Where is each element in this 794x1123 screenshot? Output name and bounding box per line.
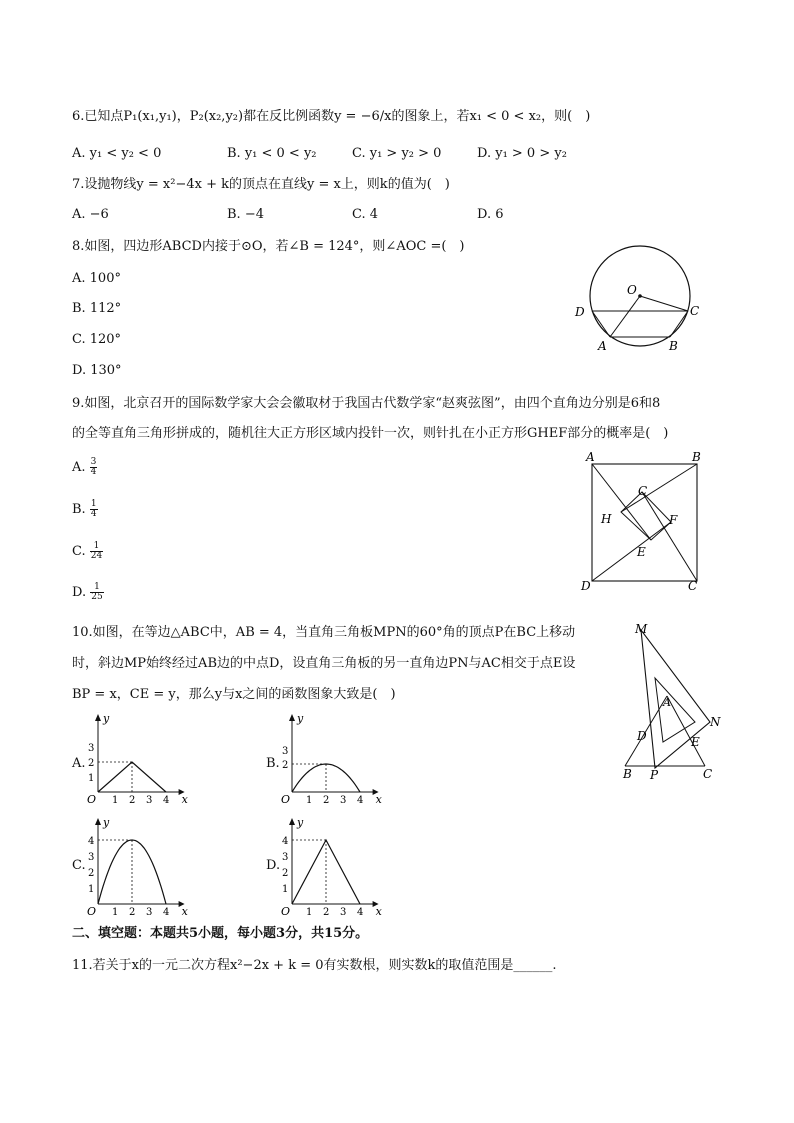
x-tick-label-2: 2 bbox=[129, 907, 136, 918]
line-a-e bbox=[592, 464, 651, 540]
q10-option-c-letter: C. bbox=[72, 858, 86, 873]
x-tick-label-2: 2 bbox=[129, 795, 136, 806]
q10-option-d-graph bbox=[280, 816, 380, 920]
origin-label: O bbox=[281, 905, 291, 918]
q6-option-a: A. y₁ < y₂ < 0 bbox=[72, 146, 162, 161]
q9-option-c-letter: C. bbox=[72, 544, 86, 559]
q8-stem: 8.如图，四边形ABCD内接于⊙O，若∠B = 124°，则∠AOC =( ) bbox=[72, 239, 465, 254]
q8-option-b: B. 112° bbox=[72, 301, 122, 316]
q9-option-c-fraction bbox=[90, 542, 103, 561]
label-d: D bbox=[575, 305, 585, 319]
origin-label: O bbox=[281, 793, 291, 806]
y-axis-label: y bbox=[103, 816, 110, 829]
x-tick-label-4: 4 bbox=[163, 907, 170, 918]
label-b: B bbox=[692, 450, 701, 464]
q10-option-d-letter: D. bbox=[266, 858, 281, 873]
y-tick-label-2: 2 bbox=[88, 868, 95, 879]
label-p: P bbox=[650, 768, 659, 782]
q9-option-a bbox=[72, 458, 97, 477]
q10-stem-line1: 10.如图，在等边△ABC中，AB = 4，当直角三角板MPN的60°角的顶点P在BC上移动 bbox=[72, 625, 576, 640]
x-tick-label-4: 4 bbox=[357, 907, 364, 918]
q6-option-c: C. y₁ > y₂ > 0 bbox=[352, 146, 442, 161]
y-tick-label-3: 3 bbox=[282, 746, 289, 757]
x-axis-label: x bbox=[181, 905, 188, 918]
label-e: E bbox=[691, 735, 700, 749]
y-axis-arrow bbox=[289, 714, 295, 721]
label-b: B bbox=[669, 339, 678, 353]
y-axis-arrow bbox=[289, 818, 295, 825]
q10-triangle-figure bbox=[615, 618, 725, 783]
q9-option-a-den: 4 bbox=[90, 467, 97, 477]
q9-zhao-shuang-figure bbox=[578, 450, 708, 595]
q6-option-d: D. y₁ > 0 > y₂ bbox=[477, 146, 567, 161]
q9-option-b-num: 1 bbox=[90, 499, 97, 509]
y-tick-label-1: 1 bbox=[88, 884, 95, 895]
y-tick-label-1: 1 bbox=[88, 773, 95, 784]
q11-stem: 11.若关于x的一元二次方程x²−2x + k = 0有实数根，则实数k的取值范围是______. bbox=[72, 958, 557, 973]
line-d-f bbox=[592, 522, 671, 581]
q7-option-d: D. 6 bbox=[477, 207, 504, 222]
x-tick-label-3: 3 bbox=[340, 907, 347, 918]
y-tick-label-3: 3 bbox=[282, 852, 289, 863]
q9-option-d bbox=[72, 583, 104, 602]
label-a: A bbox=[663, 696, 671, 709]
q10-option-b-letter: B. bbox=[266, 756, 280, 771]
q9-option-c-den: 24 bbox=[90, 551, 103, 561]
q10-stem-line2: 时，斜边MP始终经过AB边的中点D，设直角三角板的另一直角边PN与AC相交于点E设 bbox=[72, 656, 576, 671]
label-c: C bbox=[703, 767, 713, 781]
y-axis-label: y bbox=[103, 712, 110, 725]
q10-option-a-graph bbox=[86, 712, 186, 808]
label-n: N bbox=[710, 715, 721, 729]
x-tick-label-3: 3 bbox=[146, 907, 153, 918]
origin-label: O bbox=[87, 793, 97, 806]
q9-option-b bbox=[72, 500, 98, 519]
q7-stem: 7.设抛物线y = x²−4x + k的顶点在直线y = x上，则k的值为( ) bbox=[72, 177, 450, 192]
label-h: H bbox=[601, 512, 612, 526]
label-c: C bbox=[688, 579, 698, 593]
x-tick-label-1: 1 bbox=[306, 795, 313, 806]
q8-circle-figure bbox=[570, 238, 710, 358]
q10-option-c-graph bbox=[86, 816, 186, 920]
y-axis-arrow bbox=[95, 714, 101, 721]
x-tick-label-2: 2 bbox=[323, 795, 330, 806]
x-tick-label-3: 3 bbox=[340, 795, 347, 806]
y-axis-arrow bbox=[95, 818, 101, 825]
q9-option-b-letter: B. bbox=[72, 502, 86, 517]
label-d: D bbox=[637, 729, 647, 743]
label-c: C bbox=[690, 304, 700, 318]
x-tick-label-4: 4 bbox=[163, 795, 170, 806]
q9-stem-line2: 的全等直角三角形拼成的，随机往大正方形区域内投针一次，则针扎在小正方形GHEF部分的概率是( ) bbox=[72, 426, 669, 441]
q9-option-a-num: 3 bbox=[90, 457, 97, 467]
label-e: E bbox=[637, 545, 646, 559]
label-d: D bbox=[581, 579, 591, 593]
q8-option-a: A. 100° bbox=[72, 271, 121, 286]
q10-stem-line3: BP = x，CE = y，那么y与x之间的函数图象大致是( ) bbox=[72, 687, 396, 702]
q9-option-d-num: 1 bbox=[90, 583, 103, 593]
label-a: A bbox=[598, 339, 607, 353]
y-axis-label: y bbox=[297, 712, 304, 725]
q7-option-a: A. −6 bbox=[72, 207, 109, 222]
x-tick-label-1: 1 bbox=[112, 795, 119, 806]
line-c-g bbox=[642, 492, 697, 581]
q9-option-c-num: 1 bbox=[90, 542, 103, 552]
y-axis-label: y bbox=[297, 816, 304, 829]
origin-label: O bbox=[87, 905, 97, 918]
q7-option-c: C. 4 bbox=[352, 207, 379, 222]
segment-oc bbox=[640, 296, 688, 311]
q9-option-a-fraction bbox=[90, 458, 98, 477]
q9-option-c bbox=[72, 542, 103, 561]
section2-heading: 二、填空题：本题共5小题，每小题3分，共15分。 bbox=[72, 926, 369, 941]
x-axis-label: x bbox=[181, 793, 188, 806]
x-tick-label-3: 3 bbox=[146, 795, 153, 806]
x-axis-label: x bbox=[375, 793, 382, 806]
q8-option-d: D. 130° bbox=[72, 363, 122, 378]
segment-bc bbox=[670, 311, 688, 337]
q6-option-b: B. y₁ < 0 < y₂ bbox=[227, 146, 317, 161]
q7-option-b: B. −4 bbox=[227, 207, 264, 222]
q6-stem: 6.已知点P₁(x₁,y₁)，P₂(x₂,y₂)都在反比例函数y = −6/x的图象上，若x₁ < 0 < x₂，则( ) bbox=[72, 109, 591, 124]
center-point bbox=[638, 294, 642, 298]
y-tick-label-3: 3 bbox=[88, 743, 95, 754]
y-tick-label-3: 3 bbox=[88, 852, 95, 863]
y-tick-label-2: 2 bbox=[282, 868, 289, 879]
q9-option-d-letter: D. bbox=[72, 585, 87, 600]
segment-da bbox=[592, 311, 610, 337]
q9-option-b-fraction bbox=[90, 500, 98, 519]
q9-option-b-den: 4 bbox=[90, 509, 97, 519]
line-b-h bbox=[621, 464, 697, 512]
q9-option-d-fraction bbox=[90, 583, 103, 602]
y-tick-label-2: 2 bbox=[282, 760, 289, 771]
x-axis-label: x bbox=[375, 905, 382, 918]
segment-ao bbox=[610, 296, 640, 337]
label-f: F bbox=[669, 513, 678, 527]
q10-option-a-letter: A. bbox=[72, 756, 86, 771]
x-tick-label-4: 4 bbox=[357, 795, 364, 806]
y-tick-label-1: 1 bbox=[282, 884, 289, 895]
x-tick-label-1: 1 bbox=[112, 907, 119, 918]
q9-option-d-den: 25 bbox=[91, 592, 103, 602]
label-g: C bbox=[638, 484, 648, 498]
q10-option-b-graph bbox=[280, 712, 380, 808]
q8-option-c: C. 120° bbox=[72, 332, 122, 347]
q9-option-a-letter: A. bbox=[72, 460, 86, 475]
x-tick-label-1: 1 bbox=[306, 907, 313, 918]
label-a: A bbox=[586, 450, 595, 464]
label-m: M bbox=[635, 622, 648, 636]
y-tick-label-4: 4 bbox=[88, 836, 95, 847]
q9-stem-line1: 9.如图，北京召开的国际数学家大会会徽取材于我国古代数学家“赵爽弦图”，由四个直角边分别是6和8 bbox=[72, 396, 661, 411]
x-tick-label-2: 2 bbox=[323, 907, 330, 918]
label-b: B bbox=[623, 767, 632, 781]
label-o: O bbox=[627, 283, 637, 297]
y-tick-label-4: 4 bbox=[282, 836, 289, 847]
y-tick-label-2: 2 bbox=[88, 758, 95, 769]
